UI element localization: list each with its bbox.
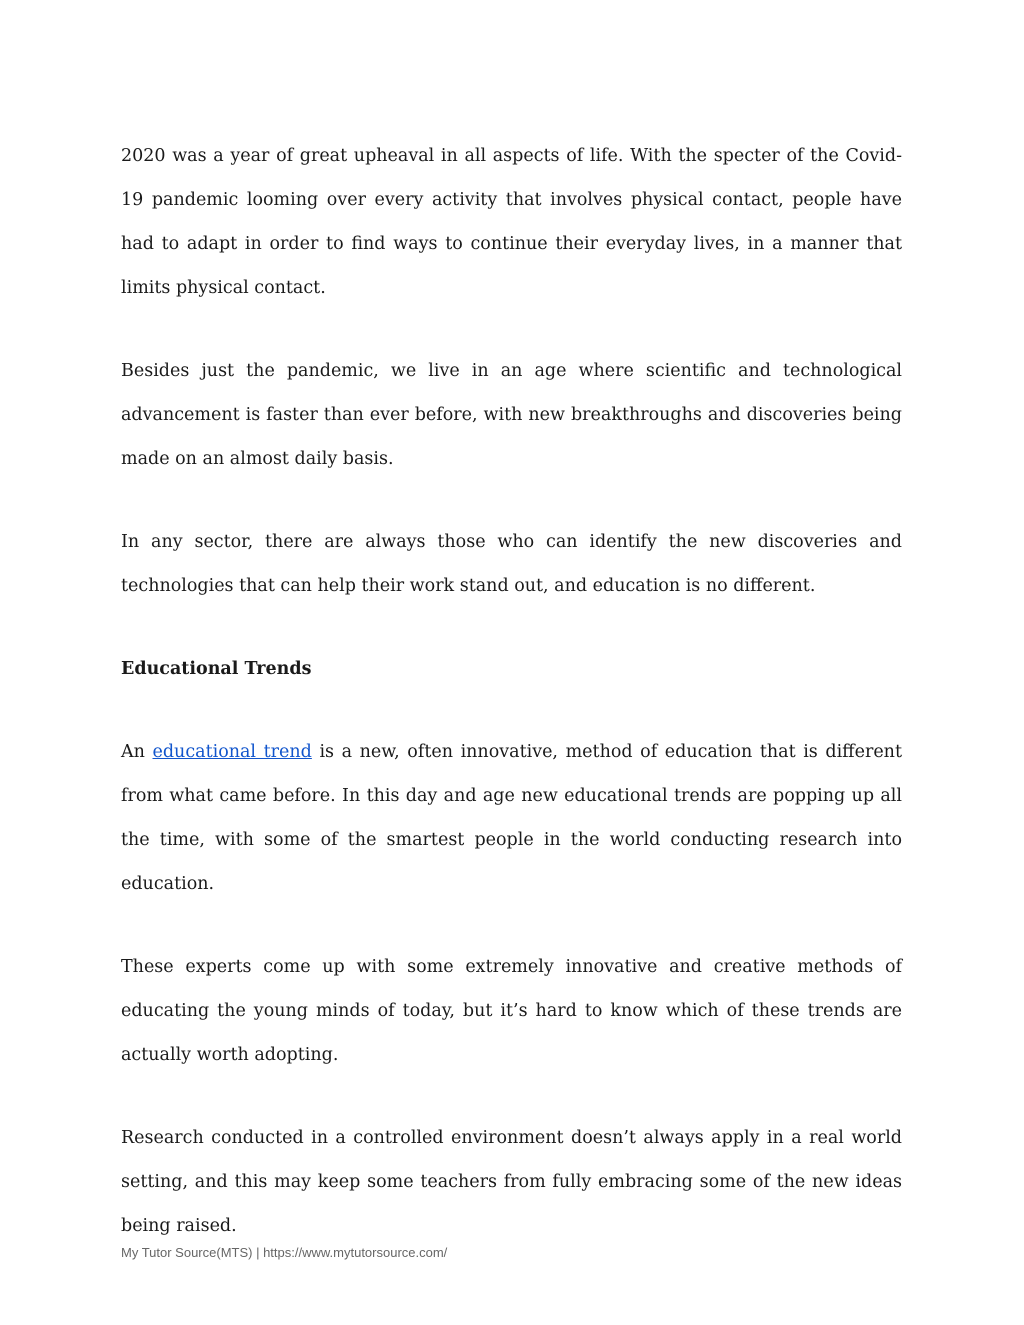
section-heading: Educational Trends <box>121 659 312 679</box>
page-footer: My Tutor Source(MTS) | https://www.mytutorsource.com/ <box>121 1245 448 1260</box>
paragraph-experts: These experts come up with some extremely innovative and creative methods of educating the young minds of today, but it’s hard to know which of these trends are actually worth adopting. <box>121 957 902 1065</box>
paragraph-pandemic: 2020 was a year of great upheaval in all aspects of life. With the specter of the Covid-19 pandemic looming over every activity that involves physical contact, people have had to adapt in order to find ways to continue their everyday lives, in a manner that limits physical contact. <box>121 146 902 298</box>
paragraph-research: Research conducted in a controlled environment doesn’t always apply in a real world setting, and this may keep some teachers from fully embracing some of the new ideas being raised. <box>121 1128 902 1236</box>
trend-text-after: is a new, often innovative, method of education that is different from what came before. In this day and age new educational trends are popping up all the time, with some of the smartest people in the world conducting research into education. <box>121 742 902 894</box>
paragraph-sector: In any sector, there are always those who can identify the new discoveries and technologies that can help their work stand out, and education is no different. <box>121 532 902 596</box>
trend-text-before: An <box>121 742 153 762</box>
paragraph-advancement: Besides just the pandemic, we live in an age where scientific and technological advancement is faster than ever before, with new breakthroughs and discoveries being made on an almost daily basis. <box>121 361 902 469</box>
document-body <box>121 134 902 1287</box>
educational-trend-link[interactable]: educational trend <box>152 742 312 762</box>
paragraph-educational-trend <box>121 730 902 906</box>
